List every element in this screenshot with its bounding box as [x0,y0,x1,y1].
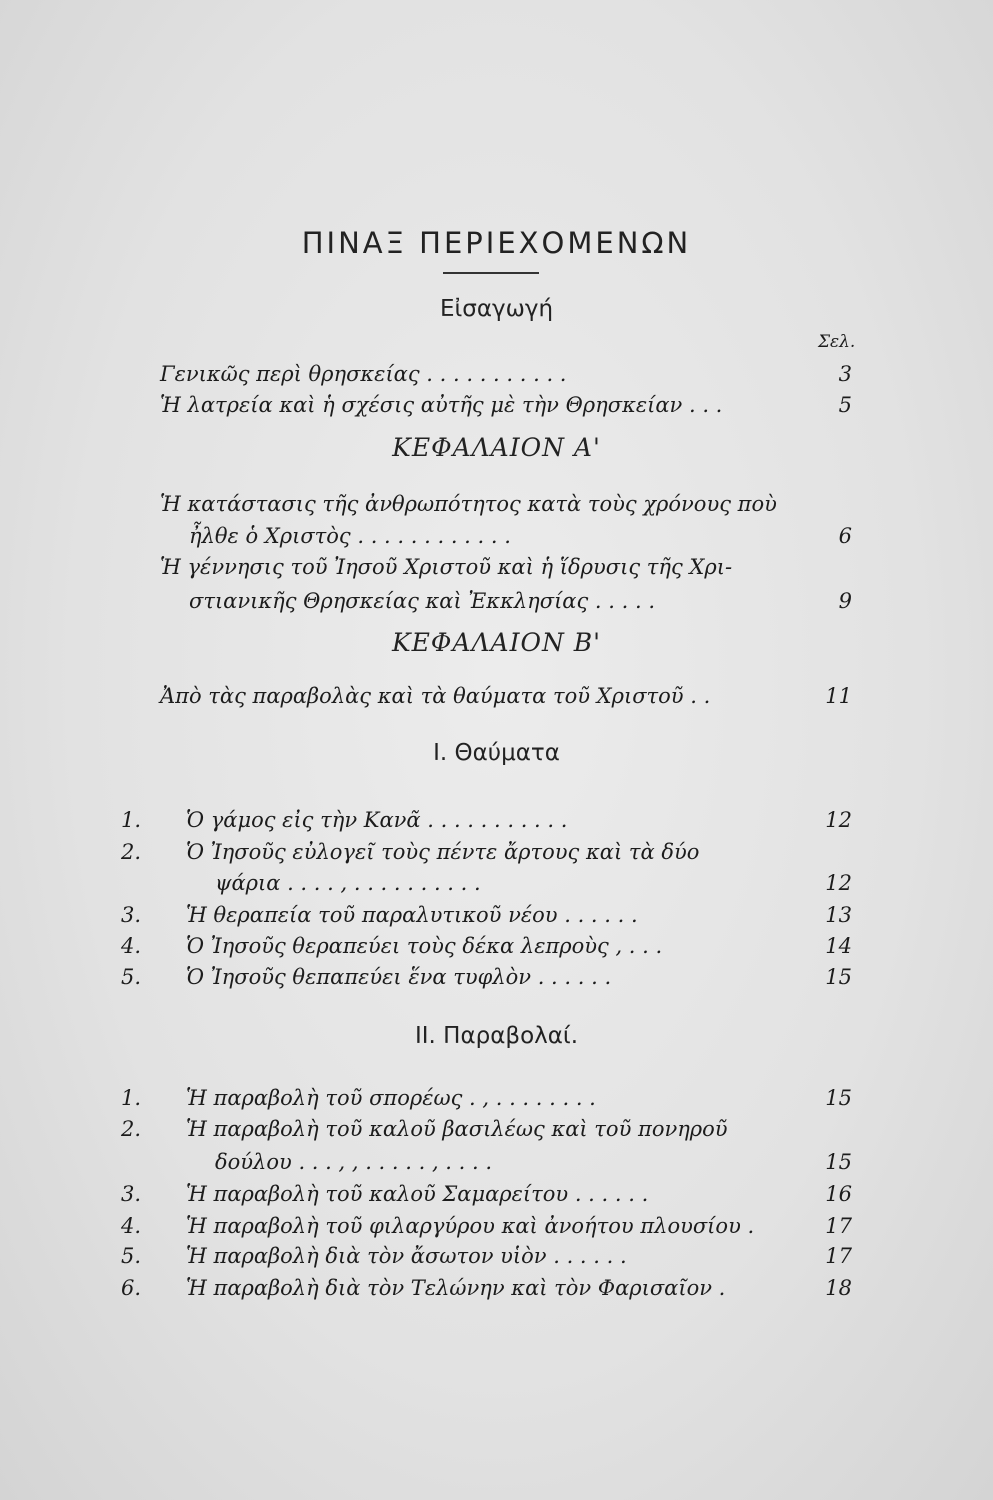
toc-entry-number: 6. [121,1276,142,1300]
toc-entry-number: 4. [121,1214,142,1238]
toc-page-number: 17 [825,1244,852,1268]
toc-page-number: 12 [825,871,852,895]
toc-entry-text: στιανικῆς Θρησκείας καὶ Ἐκκλησίας . . . . . [189,589,655,613]
toc-page-number: 15 [825,1086,852,1110]
toc-entry-text: Ἀπὸ τὰς παραβολὰς καὶ τὰ θαύματα τοῦ Χριστοῦ . . [160,684,711,708]
section-heading-introduction: Εἰσαγωγή [439,296,554,322]
toc-entry-text: Ἡ παραβολὴ τοῦ σπορέως . , . . . . . . . . [186,1086,596,1110]
toc-entry-text: Γενικῶς περὶ θρησκείας . . . . . . . . . . . [160,362,567,386]
toc-page-number: 15 [825,1150,852,1174]
toc-page-number: 5 [838,393,852,417]
title-underline [443,272,539,274]
section-heading-chapter-a: ΚΕΦΑΛΑΙΟΝ Α' [392,433,601,462]
toc-page-number: 13 [825,903,852,927]
toc-entry [0,899,993,931]
toc-page-number: 16 [825,1182,852,1206]
toc-entry-number: 5. [121,965,142,989]
toc-entry-continuation [0,1146,993,1178]
section-heading-parables: ΙΙ. Παραβολαί. [414,1023,579,1049]
toc-entry-text: Ὁ γάμος εἰς τὴν Κανᾶ . . . . . . . . . . . [186,808,568,832]
toc-entry [0,804,993,836]
toc-entry-number: 3. [121,903,142,927]
toc-page-number: 11 [825,684,852,708]
toc-entry [0,1178,993,1210]
page-title: ΠΙΝΑΞ ΠΕΡΙΕΧΟΜΕΝΩΝ [301,226,692,260]
toc-entry-number: 4. [121,934,142,958]
toc-entry-text: Ἡ παραβολὴ διὰ τὸν ἄσωτον υἱὸν . . . . . . [186,1244,627,1268]
toc-entry-text: Ἡ κατάστασις τῆς ἀνθρωπότητος κατὰ τοὺς χρόνους ποὺ [160,492,777,516]
toc-page-number: 15 [825,965,852,989]
toc-entry [0,680,993,712]
toc-entry-text: Ὁ Ἰησοῦς θεραπεύει τοὺς δέκα λεπροὺς , . . . [186,934,663,958]
toc-entry [0,389,993,421]
toc-entry-text: Ὁ Ἰησοῦς θεπαπεύει ἕνα τυφλὸν . . . . . . [186,965,612,989]
toc-entry-number: 1. [121,808,142,832]
toc-entry-text: ἦλθε ὁ Χριστὸς . . . . . . . . . . . . [189,524,511,548]
toc-page-number: 17 [825,1214,852,1238]
toc-page-number: 9 [838,589,852,613]
toc-entry [0,961,993,993]
toc-entry [0,1082,993,1114]
toc-entry-continuation [0,585,993,617]
toc-entry-text: Ἡ γέννησις τοῦ Ἰησοῦ Χριστοῦ καὶ ἡ ἵδρυσις τῆς Χρι- [160,555,733,579]
toc-entry-number: 2. [121,840,142,864]
toc-entry-text: Ὁ Ἰησοῦς εὐλογεῖ τοὺς πέντε ἄρτους καὶ τὰ δύο [186,840,700,864]
toc-entry-text: Ἡ θεραπεία τοῦ παραλυτικοῦ νέου . . . . . . [186,903,638,927]
toc-entry [0,1210,993,1242]
toc-entry [0,1240,993,1272]
toc-entry-text: ψάρια . . . . , . . . . . . . . . . [215,871,481,895]
page-column-label: Σελ. [818,332,856,352]
toc-entry-continuation [0,520,993,552]
toc-entry-text: Ἡ παραβολὴ διὰ τὸν Τελώνην καὶ τὸν Φαρισαῖον . [186,1276,726,1300]
toc-entry-number: 2. [121,1117,142,1141]
section-heading-miracles: Ι. Θαύματα [433,740,560,766]
toc-entry [0,1272,993,1304]
toc-entry-text: Ἡ παραβολὴ τοῦ φιλαργύρου καὶ ἀνοήτου πλουσίου . [186,1214,755,1238]
toc-entry-text: δούλου . . . , , . . . . . , . . . . [215,1150,493,1174]
toc-page-number: 6 [838,524,852,548]
toc-entry [0,358,993,390]
toc-page-number: 18 [825,1276,852,1300]
toc-page-number: 14 [825,934,852,958]
toc-entry-text: Ἡ λατρεία καὶ ἡ σχέσις αὐτῆς μὲ τὴν Θρησκείαν . . . [160,393,723,417]
toc-entry [0,836,993,868]
toc-entry-number: 5. [121,1244,142,1268]
toc-entry-text: Ἡ παραβολὴ τοῦ καλοῦ βασιλέως καὶ τοῦ πονηροῦ [186,1117,728,1141]
toc-entry [0,930,993,962]
toc-entry-text: Ἡ παραβολὴ τοῦ καλοῦ Σαμαρείτου . . . . . . [186,1182,649,1206]
toc-page-number: 3 [838,362,852,386]
toc-page-number: 12 [825,808,852,832]
toc-entry-number: 3. [121,1182,142,1206]
toc-entry [0,1113,993,1145]
toc-entry [0,551,993,583]
toc-entry [0,488,993,520]
section-heading-chapter-b: ΚΕΦΑΛΑΙΟΝ Β' [391,628,602,657]
toc-entry-continuation [0,867,993,899]
toc-entry-number: 1. [121,1086,142,1110]
